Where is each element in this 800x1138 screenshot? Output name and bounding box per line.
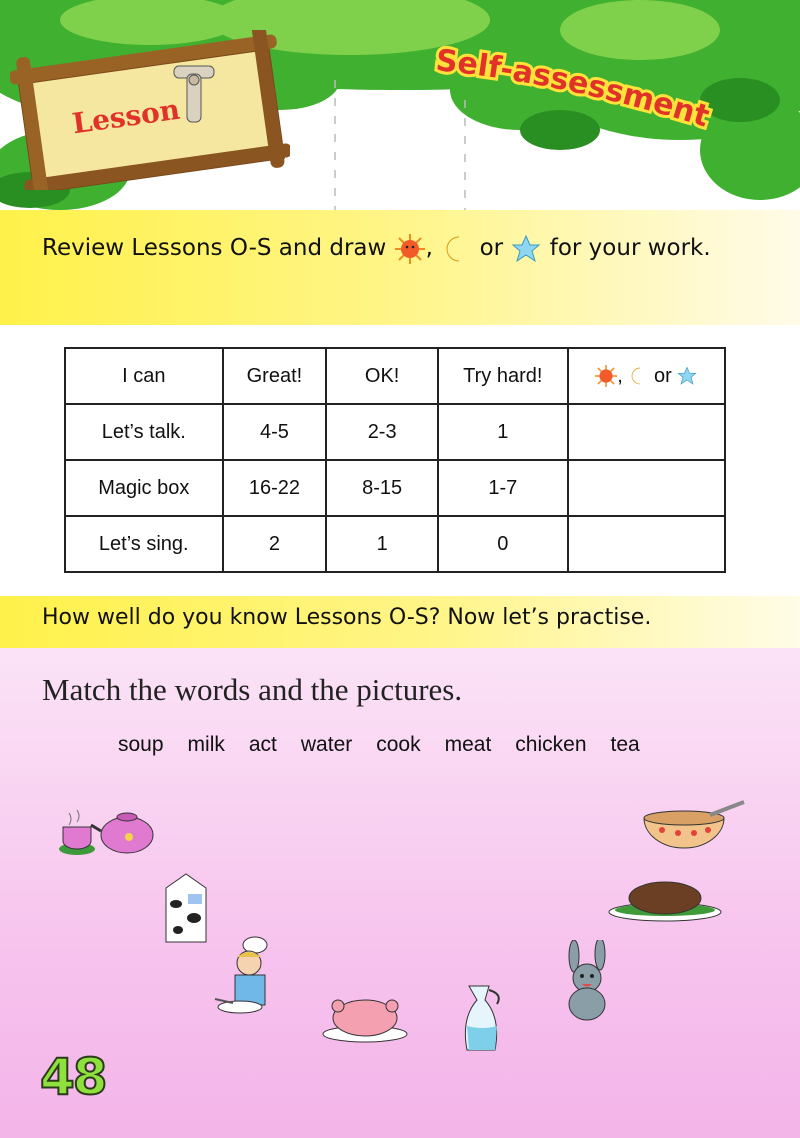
act-picture[interactable] <box>552 940 622 1025</box>
table-cell: Let’s talk. <box>65 404 223 460</box>
table-cell: 1 <box>326 516 438 572</box>
table-cell: Magic box <box>65 460 223 516</box>
question-text: How well do you know Lessons O-S? Now let’s practise. <box>42 605 652 630</box>
table-cell: 0 <box>438 516 568 572</box>
word-item[interactable]: tea <box>610 733 640 756</box>
header-cell: OK! <box>326 348 438 404</box>
star-icon <box>677 366 697 386</box>
table-cell: 16-22 <box>223 460 327 516</box>
moon-icon <box>628 366 648 386</box>
sun-icon <box>595 365 617 387</box>
soup-picture[interactable] <box>640 800 750 860</box>
star-icon <box>511 234 541 264</box>
word-item[interactable]: cook <box>376 733 421 756</box>
svg-text:Self-assessment: Self-assessment <box>434 45 714 135</box>
table-cell: 2 <box>223 516 327 572</box>
milk-picture[interactable] <box>160 870 212 945</box>
table-row <box>65 460 725 516</box>
word-item[interactable]: chicken <box>515 733 587 756</box>
lesson-letter-t-icon <box>172 62 216 126</box>
word-item[interactable]: act <box>248 733 277 756</box>
table-cell: 4-5 <box>223 404 327 460</box>
exercise-title: Match the words and the pictures. <box>42 672 463 707</box>
page-number: 48 <box>40 1048 106 1106</box>
table-row <box>65 516 725 572</box>
chicken-picture[interactable] <box>320 990 410 1045</box>
word-item[interactable]: water <box>300 733 353 756</box>
instruction-band <box>0 210 800 325</box>
page-header <box>0 0 800 215</box>
header-cell-icons: , or <box>568 348 725 404</box>
cook-picture[interactable] <box>205 935 290 1025</box>
meat-picture[interactable] <box>605 878 725 923</box>
table-cell: 1 <box>438 404 568 460</box>
sun-icon <box>395 234 425 264</box>
table-row <box>65 404 725 460</box>
table-cell: Let’s sing. <box>65 516 223 572</box>
table-cell: 1-7 <box>438 460 568 516</box>
table-cell: 8-15 <box>326 460 438 516</box>
header-cell: Try hard! <box>438 348 568 404</box>
table-cell-blank[interactable] <box>568 460 725 516</box>
table-cell-blank[interactable] <box>568 516 725 572</box>
table-cell: 2-3 <box>326 404 438 460</box>
lesson-label: Lesson <box>70 92 182 141</box>
water-picture[interactable] <box>455 980 510 1055</box>
self-assessment-table <box>64 347 726 573</box>
table-header-row <box>65 348 725 404</box>
table-cell-blank[interactable] <box>568 404 725 460</box>
header-cell: I can <box>65 348 223 404</box>
word-item[interactable]: milk <box>187 733 225 756</box>
moon-icon <box>441 234 471 264</box>
header-cell: Great! <box>223 348 327 404</box>
word-list <box>118 733 640 757</box>
word-item[interactable]: soup <box>118 733 164 756</box>
tea-picture[interactable] <box>55 805 165 860</box>
instruction-text: Review Lessons O-S and draw , or for your work. <box>42 230 762 266</box>
word-item[interactable]: meat <box>444 733 492 756</box>
self-assessment-title <box>425 45 755 155</box>
